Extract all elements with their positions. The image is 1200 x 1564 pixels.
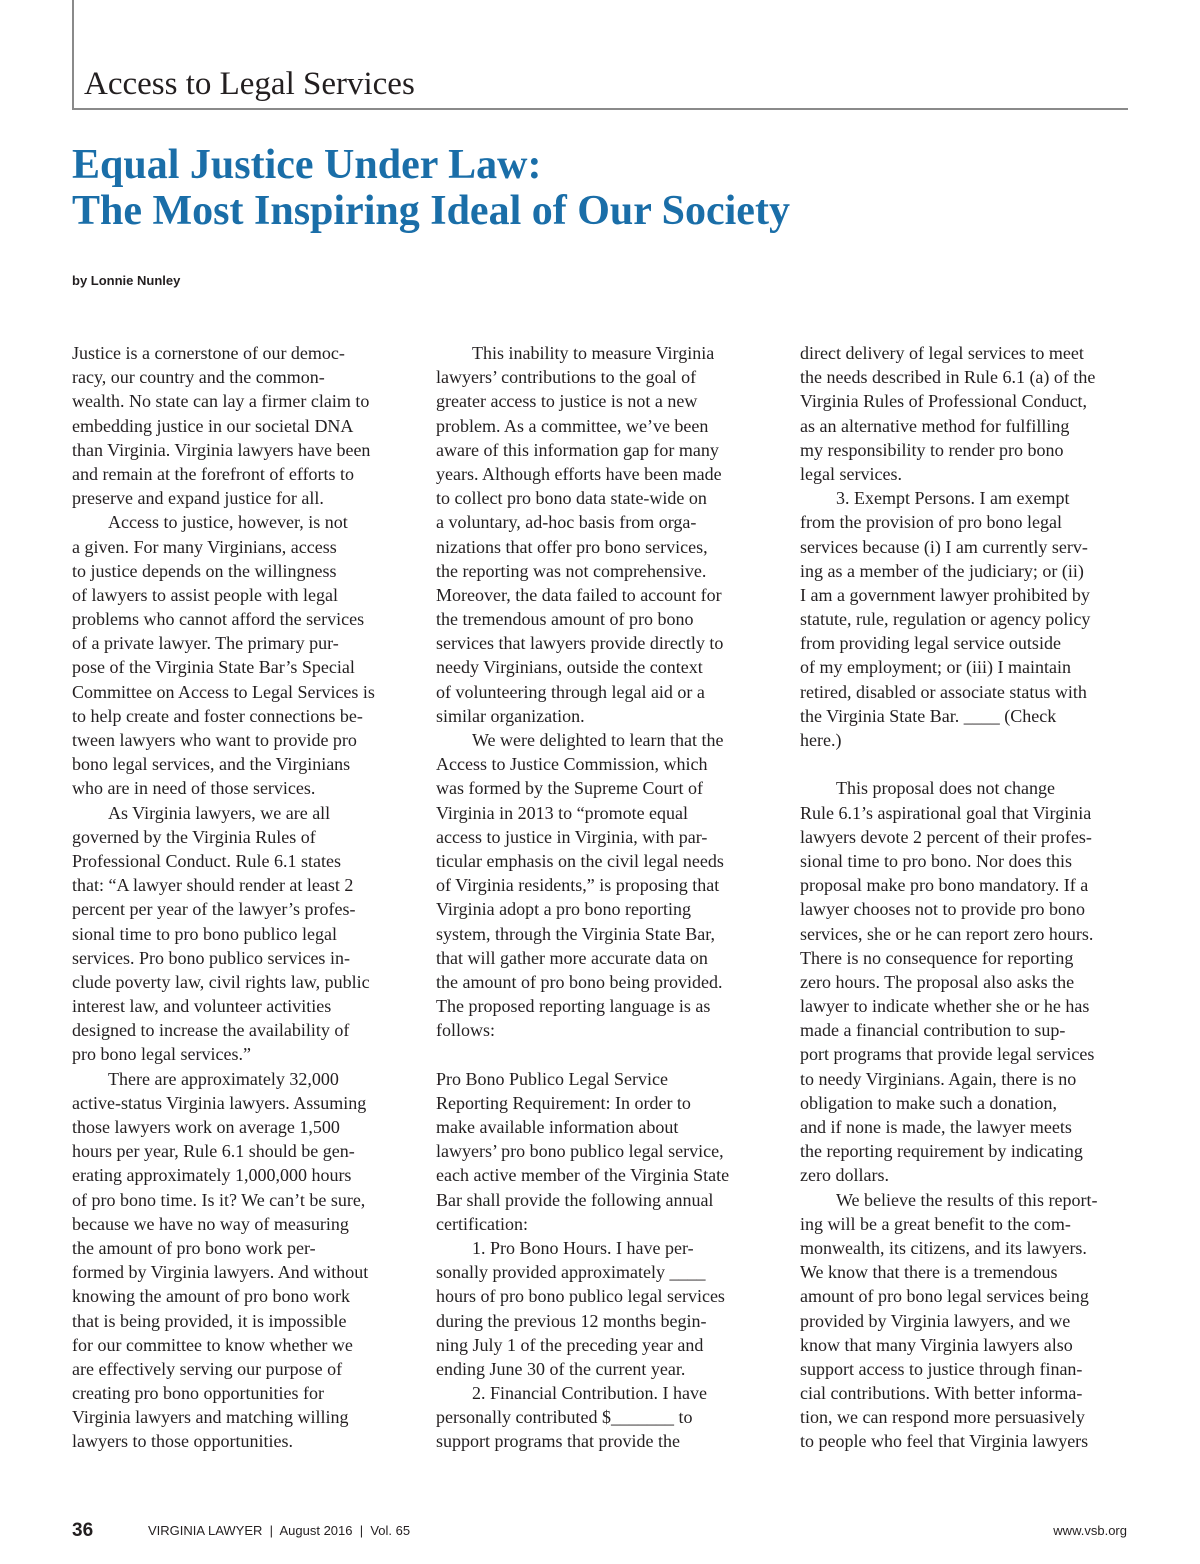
- text-line: pose of the Virginia State Bar’s Special: [72, 657, 355, 678]
- text-column-2: [436, 341, 766, 1454]
- text-line: retired, disabled or associate status with: [800, 681, 1087, 702]
- text-line: Access to justice, however, is not: [108, 512, 348, 533]
- text-line: tween lawyers who want to provide pro: [72, 730, 357, 750]
- text-line: sional time to pro bono. Nor does this: [800, 850, 1072, 871]
- text-line: are effectively serving our purpose of: [72, 1358, 343, 1379]
- text-line: lawyer to indicate whether she or he has: [800, 996, 1090, 1017]
- text-line: Committee on Access to Legal Services is: [72, 681, 375, 702]
- text-line: governed by the Virginia Rules of: [72, 826, 316, 847]
- text-line: services that lawyers provide directly to: [436, 633, 724, 654]
- text-line: port programs that provide legal services: [800, 1044, 1095, 1065]
- text-line: legal services.: [800, 463, 902, 484]
- text-line: knowing the amount of pro bono work: [72, 1286, 350, 1307]
- text-line: that is being provided, it is impossible: [72, 1310, 347, 1331]
- text-line: the amount of pro bono being provided.: [436, 971, 723, 992]
- text-line: the needs described in Rule 6.1 (a) of the: [800, 367, 1096, 388]
- text-line: lawyers’ pro bono publico legal service,: [436, 1141, 724, 1162]
- text-line: The proposed reporting language is as: [436, 996, 711, 1017]
- header-horizontal-rule: [72, 108, 1128, 110]
- text-line: provided by Virginia lawyers, and we: [800, 1310, 1071, 1331]
- text-line: active-status Virginia lawyers. Assuming: [72, 1092, 367, 1113]
- text-line: zero hours. The proposal also asks the: [800, 971, 1075, 992]
- text-line: support programs that provide the: [436, 1431, 680, 1452]
- text-line: services because (i) I am currently serv-: [800, 536, 1088, 557]
- text-line: ing will be a great benefit to the com-: [800, 1213, 1071, 1234]
- text-line: to justice depends on the willingness: [72, 560, 337, 581]
- text-line: here.): [800, 730, 842, 750]
- text-line: wealth. No state can lay a firmer claim to: [72, 391, 370, 412]
- text-line: There are approximately 32,000: [108, 1068, 339, 1089]
- text-line: hours of pro bono publico legal services: [436, 1286, 725, 1307]
- text-line: years. Although efforts have been made: [436, 463, 722, 484]
- text-line: 3. Exempt Persons. I am exempt: [836, 488, 1070, 509]
- text-column-1: [72, 341, 402, 1454]
- text-line: I am a government lawyer prohibited by: [800, 584, 1090, 605]
- text-line: to collect pro bono data state-wide on: [436, 488, 707, 509]
- text-line: follows:: [436, 1020, 496, 1041]
- text-line: lawyer chooses not to provide pro bono: [800, 899, 1085, 920]
- text-line: sonally provided approximately ____: [436, 1262, 706, 1283]
- page-number: 36: [72, 1520, 94, 1541]
- text-line: interest law, and volunteer activities: [72, 996, 332, 1017]
- section-label: Access to Legal Services: [84, 66, 415, 102]
- text-line: This proposal does not change: [836, 778, 1055, 799]
- text-line: amount of pro bono legal services being: [800, 1286, 1089, 1307]
- text-line: personally contributed $_______ to: [436, 1407, 693, 1428]
- text-line: than Virginia. Virginia lawyers have been: [72, 439, 371, 460]
- text-line: Virginia Rules of Professional Conduct,: [800, 391, 1088, 412]
- article-title-line-1: Equal Justice Under Law:: [72, 142, 542, 188]
- text-line: There is no consequence for reporting: [800, 947, 1074, 968]
- text-line: Virginia in 2013 to “promote equal: [436, 802, 689, 823]
- text-line: clude poverty law, civil rights law, public: [72, 971, 370, 992]
- text-line: racy, our country and the common-: [72, 367, 325, 388]
- text-line: during the previous 12 months begin-: [436, 1310, 707, 1331]
- text-line: a given. For many Virginians, access: [72, 536, 337, 557]
- text-line: support access to justice through finan-: [800, 1358, 1083, 1379]
- text-line: of pro bono time. Is it? We can’t be sure,: [72, 1189, 366, 1210]
- text-line: 2. Financial Contribution. I have: [472, 1383, 707, 1404]
- text-line: ticular emphasis on the civil legal needs: [436, 850, 724, 871]
- text-line: Bar shall provide the following annual: [436, 1189, 714, 1210]
- text-line: a voluntary, ad-hoc basis from orga-: [436, 512, 697, 533]
- text-line: problems who cannot afford the services: [72, 609, 365, 630]
- website-link[interactable]: www.vsb.org: [1053, 1523, 1127, 1538]
- text-line: statute, rule, regulation or agency policy: [800, 609, 1091, 630]
- text-line: As Virginia lawyers, we are all: [108, 802, 331, 823]
- text-line: know that many Virginia lawyers also: [800, 1334, 1073, 1355]
- text-line: of a private lawyer. The primary pur-: [72, 633, 339, 654]
- text-line: direct delivery of legal services to meet: [800, 343, 1084, 363]
- text-line: each active member of the Virginia State: [436, 1165, 730, 1186]
- text-line: Virginia adopt a pro bono reporting: [436, 899, 692, 920]
- text-line: Virginia lawyers and matching willing: [72, 1407, 349, 1428]
- text-line: that: “A lawyer should render at least 2: [72, 875, 354, 896]
- text-line: Professional Conduct. Rule 6.1 states: [72, 850, 341, 871]
- text-line: lawyers to those opportunities.: [72, 1431, 293, 1452]
- text-line: of volunteering through legal aid or a: [436, 681, 705, 702]
- text-line: nizations that offer pro bono services,: [436, 536, 708, 557]
- text-line: Access to Justice Commission, which: [436, 754, 708, 775]
- text-line: services. Pro bono publico services in-: [72, 947, 350, 968]
- header-vertical-rule: [72, 0, 74, 110]
- text-line: [800, 752, 1130, 776]
- text-line: made a financial contribution to sup-: [800, 1020, 1066, 1041]
- text-line: of lawyers to assist people with legal: [72, 584, 338, 605]
- journal-info: VIRGINIA LAWYER | August 2016 | Vol. 65: [148, 1523, 411, 1538]
- text-line: access to justice in Virginia, with par-: [436, 826, 708, 847]
- text-line: that will gather more accurate data on: [436, 947, 708, 968]
- text-line: lawyers’ contributions to the goal of: [436, 367, 697, 388]
- text-line: Reporting Requirement: In order to: [436, 1092, 691, 1113]
- text-line: hours per year, Rule 6.1 should be gen-: [72, 1141, 355, 1162]
- text-line: because we have no way of measuring: [72, 1213, 349, 1234]
- text-line: system, through the Virginia State Bar,: [436, 923, 715, 944]
- text-line: make available information about: [436, 1117, 679, 1137]
- text-line: the amount of pro bono work per-: [72, 1237, 316, 1258]
- text-line: from providing legal service outside: [800, 633, 1061, 654]
- text-line: of my employment; or (iii) I maintain: [800, 657, 1071, 678]
- text-line: problem. As a committee, we’ve been: [436, 415, 709, 436]
- text-line: to needy Virginians. Again, there is no: [800, 1068, 1077, 1089]
- text-line: and remain at the forefront of efforts to: [72, 463, 355, 484]
- text-line: needy Virginians, outside the context: [436, 657, 703, 678]
- text-line: Rule 6.1’s aspirational goal that Virginia: [800, 802, 1092, 823]
- text-line: the reporting requirement by indicating: [800, 1141, 1083, 1162]
- text-line: obligation to make such a donation,: [800, 1092, 1057, 1113]
- text-line: lawyers devote 2 percent of their profes-: [800, 826, 1092, 847]
- text-line: We believe the results of this report-: [836, 1189, 1098, 1210]
- page-footer: [0, 1520, 1200, 1544]
- text-line: proposal make pro bono mandatory. If a: [800, 875, 1089, 896]
- text-line: those lawyers work on average 1,500: [72, 1117, 340, 1137]
- text-line: for our committee to know whether we: [72, 1334, 353, 1355]
- text-line: This inability to measure Virginia: [472, 343, 715, 363]
- text-line: from the provision of pro bono legal: [800, 512, 1062, 533]
- text-line: the reporting was not comprehensive.: [436, 560, 707, 581]
- text-line: Justice is a cornerstone of our democ-: [72, 343, 345, 363]
- text-line: the tremendous amount of pro bono: [436, 609, 694, 630]
- text-line: sional time to pro bono publico legal: [72, 923, 337, 944]
- text-line: was formed by the Supreme Court of: [436, 778, 703, 799]
- byline: by Lonnie Nunley: [72, 273, 181, 288]
- article-title: [72, 142, 790, 234]
- text-line: the Virginia State Bar. ____ (Check: [800, 705, 1057, 726]
- text-line: as an alternative method for fulfilling: [800, 415, 1070, 436]
- text-line: creating pro bono opportunities for: [72, 1383, 324, 1404]
- text-line: greater access to justice is not a new: [436, 391, 698, 412]
- text-line: designed to increase the availability of: [72, 1020, 350, 1041]
- text-line: We were delighted to learn that the: [472, 730, 724, 750]
- text-line: my responsibility to render pro bono: [800, 439, 1064, 460]
- text-line: 1. Pro Bono Hours. I have per-: [472, 1237, 694, 1258]
- text-line: cial contributions. With better informa-: [800, 1383, 1083, 1404]
- text-column-3: [800, 341, 1130, 1454]
- text-line: pro bono legal services.”: [72, 1044, 251, 1065]
- text-line: tion, we can respond more persuasively: [800, 1407, 1085, 1428]
- text-line: ending June 30 of the current year.: [436, 1358, 686, 1379]
- text-line: ning July 1 of the preceding year and: [436, 1334, 704, 1355]
- text-line: bono legal services, and the Virginians: [72, 754, 351, 775]
- text-line: similar organization.: [436, 705, 585, 726]
- text-line: certification:: [436, 1213, 528, 1234]
- text-line: [436, 1042, 766, 1066]
- text-line: of Virginia residents,” is proposing that: [436, 875, 720, 896]
- text-line: aware of this information gap for many: [436, 439, 719, 460]
- text-line: embedding justice in our societal DNA: [72, 415, 354, 436]
- text-line: percent per year of the lawyer’s profes-: [72, 899, 356, 920]
- text-line: monwealth, its citizens, and its lawyers.: [800, 1237, 1087, 1258]
- text-line: ing as a member of the judiciary; or (ii): [800, 560, 1084, 581]
- text-line: erating approximately 1,000,000 hours: [72, 1165, 352, 1186]
- text-line: Pro Bono Publico Legal Service: [436, 1068, 668, 1089]
- text-line: to help create and foster connections be-: [72, 705, 363, 726]
- text-line: zero dollars.: [800, 1165, 889, 1186]
- text-line: to people who feel that Virginia lawyers: [800, 1431, 1089, 1452]
- text-line: Moreover, the data failed to account for: [436, 584, 722, 605]
- text-line: formed by Virginia lawyers. And without: [72, 1262, 369, 1283]
- text-line: and if none is made, the lawyer meets: [800, 1117, 1072, 1137]
- text-line: We know that there is a tremendous: [800, 1262, 1058, 1283]
- text-line: services, she or he can report zero hours.: [800, 923, 1094, 944]
- text-line: who are in need of those services.: [72, 778, 316, 799]
- text-line: preserve and expand justice for all.: [72, 488, 324, 509]
- article-title-line-2: The Most Inspiring Ideal of Our Society: [72, 188, 790, 234]
